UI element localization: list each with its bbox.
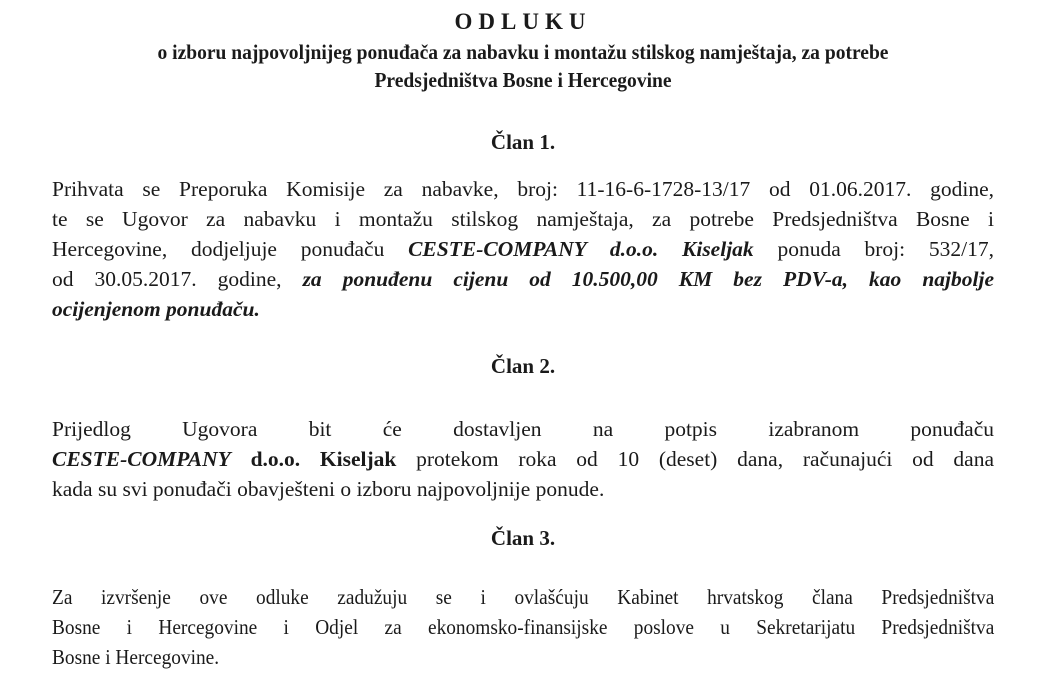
article-1-line-3-pre: Hercegovine, dodjeljuje ponuđaču: [52, 237, 409, 261]
company-name: CESTE-COMPANY d.o.o. Kiseljak: [408, 237, 754, 261]
subtitle-line-2: Predsjedništva Bosne i Hercegovine: [374, 68, 672, 92]
article-2-line-3: kada su svi ponuđači obavješteni o izboru najpovoljnije ponude.: [52, 477, 605, 501]
article-3-line-3: Bosne i Hercegovine.: [52, 645, 220, 669]
article-2-line-2-post: protekom roka od 10 (deset) dana, računajući od dana: [396, 447, 994, 471]
article-1-line-4: [52, 264, 994, 294]
article-1-heading: Član 1.: [490, 130, 556, 154]
article-3-line-1: Za izvršenje ove odluke zadužuju se i ovlašćuju Kabinet hrvatskog člana Predsjedništva: [52, 585, 995, 609]
article-3-body: [52, 582, 994, 672]
article-3-heading: Član 3.: [490, 526, 556, 550]
article-1-line-2: te se Ugovor za nabavku i montažu stilskog namještaja, za potrebe Predsjedništva Bosne i: [52, 207, 994, 231]
article-1-body: [52, 174, 994, 324]
document-title: ODLUKU: [454, 9, 592, 34]
article-2-line-1: Prijedlog Ugovora bit će dostavljen na potpis izabranom ponuđaču: [52, 417, 994, 441]
article-1-line-5: ocijenjenom ponuđaču.: [52, 297, 260, 321]
company-name-bold: d.o.o. Kiseljak: [230, 447, 397, 471]
article-2-line-2: [52, 444, 994, 474]
document-subtitle: [85, 38, 961, 94]
offered-price-text: za ponuđenu cijenu od 10.500,00 KM bez PDV-a, kao najbolje: [302, 267, 994, 291]
article-3-line-2: Bosne i Hercegovine i Odjel za ekonomsko-finansijske poslove u Sekretarijatu Predsjedništva: [52, 615, 995, 639]
subtitle-line-1: o izboru najpovoljnijeg ponuđača za nabavku i montažu stilskog namještaja, za potrebe: [157, 40, 889, 64]
article-1-line-1: Prihvata se Preporuka Komisije za nabavke, broj: 11-16-6-1728-13/17 od 01.06.2017. godine,: [52, 177, 994, 201]
article-1-line-4-pre: od 30.05.2017. godine,: [52, 267, 303, 291]
company-name-italic: CESTE-COMPANY: [52, 447, 231, 471]
article-1-line-3-post: ponuda broj: 532/17,: [753, 237, 994, 261]
article-1-line-3: [52, 234, 994, 264]
article-2-heading: Član 2.: [490, 354, 556, 378]
article-2-body: [52, 414, 994, 504]
